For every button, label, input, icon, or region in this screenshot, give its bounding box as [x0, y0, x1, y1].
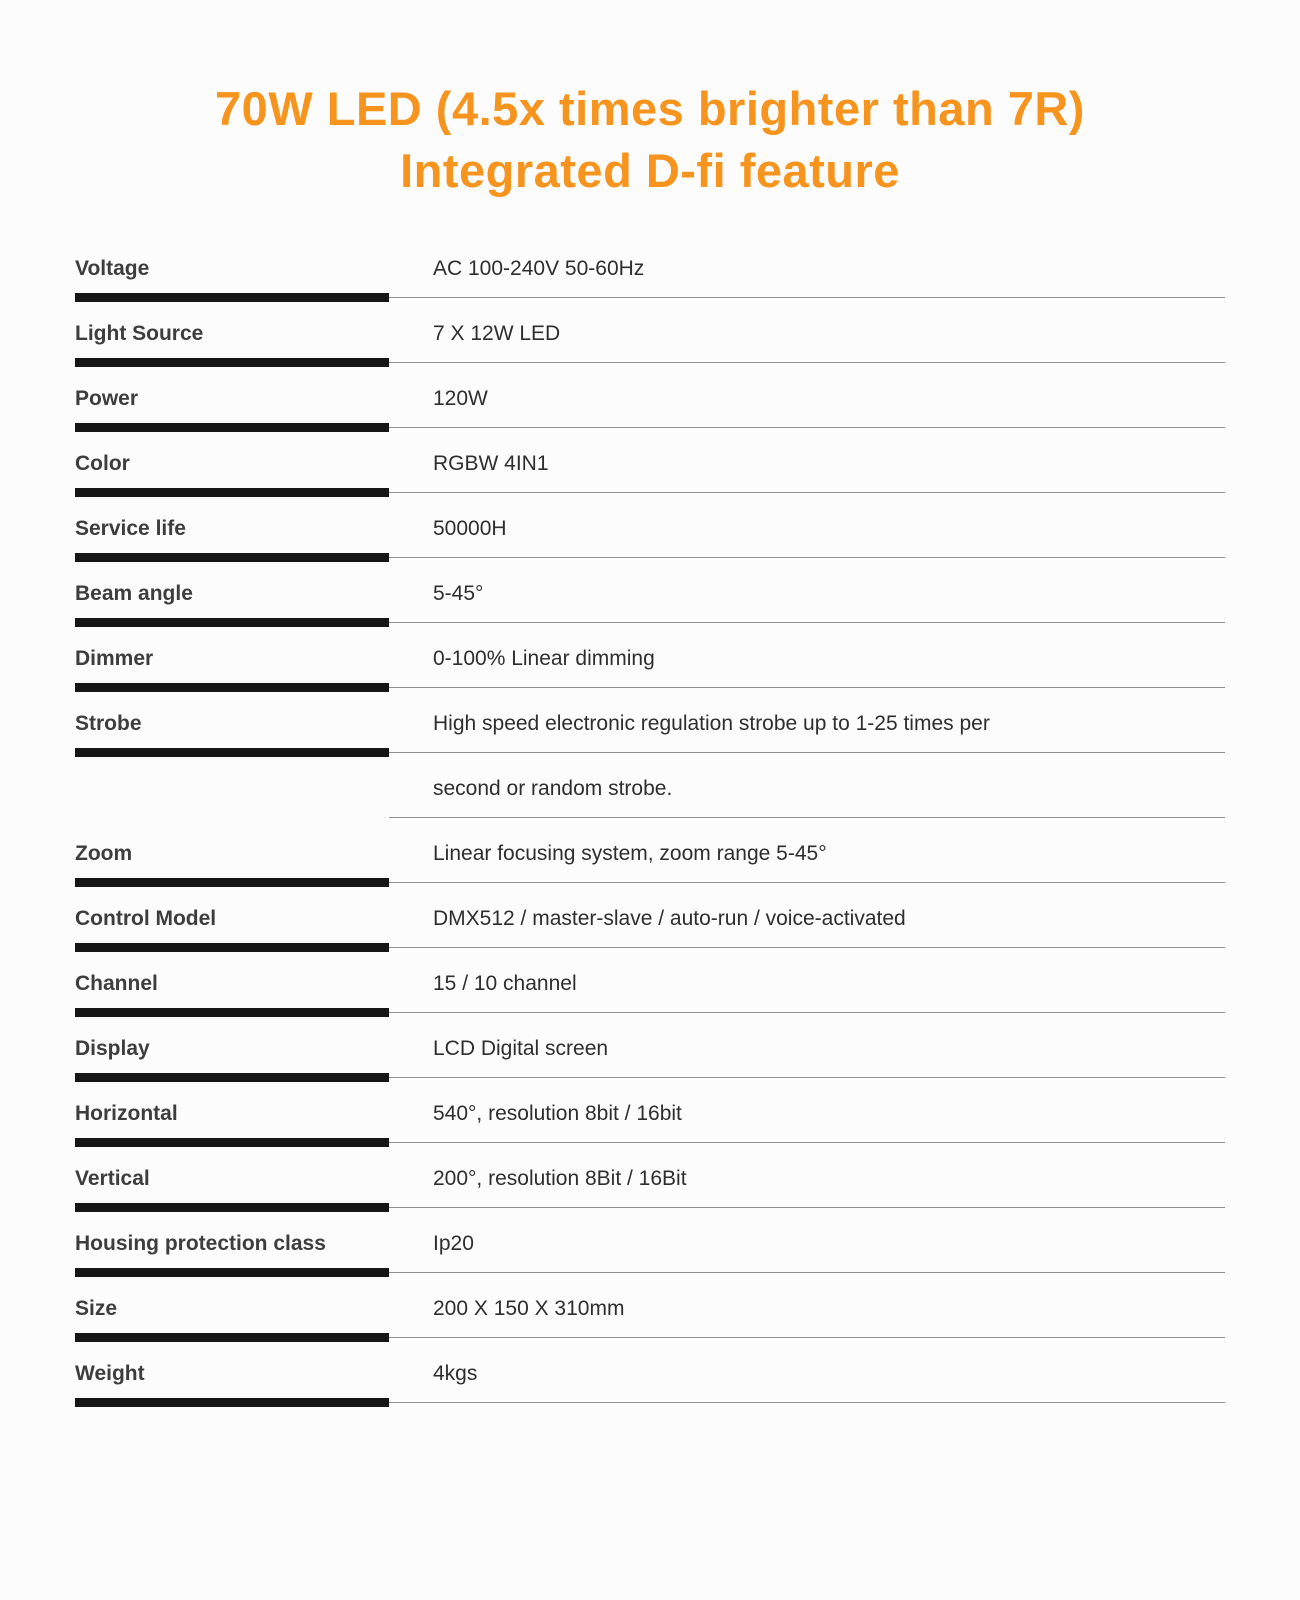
row-rule	[389, 1203, 1225, 1212]
row-rule	[389, 1268, 1225, 1277]
label-underline-bar	[75, 878, 389, 887]
row-divider	[75, 1138, 1225, 1147]
spec-row	[75, 1230, 1225, 1277]
spec-value: 7 X 12W LED	[433, 322, 561, 345]
row-rule	[389, 1333, 1225, 1342]
row-rule	[389, 553, 1225, 562]
label-underline-bar	[75, 683, 389, 692]
spec-value: RGBW 4IN1	[433, 452, 549, 475]
row-rule-line	[389, 297, 1225, 298]
spec-label: Horizontal	[75, 1102, 178, 1125]
row-rule-line	[389, 1142, 1225, 1143]
label-underline-bar	[75, 1268, 389, 1277]
spec-value: AC 100-240V 50-60Hz	[433, 257, 645, 280]
label-underline-bar	[75, 748, 389, 757]
row-rule	[389, 618, 1225, 627]
spec-row	[75, 840, 1225, 887]
row-divider	[75, 423, 1225, 432]
row-rule-line	[389, 882, 1225, 883]
label-underline-bar	[75, 488, 389, 497]
spec-value: Linear focusing system, zoom range 5-45°	[433, 842, 827, 865]
label-underline-bar	[75, 553, 389, 562]
label-underline-bar	[75, 358, 389, 367]
label-underline-bar	[75, 1333, 389, 1342]
row-divider	[75, 553, 1225, 562]
spec-row	[75, 905, 1225, 952]
row-rule	[389, 358, 1225, 367]
spec-label: Voltage	[75, 257, 150, 280]
label-underline-bar	[75, 293, 389, 302]
page-title	[75, 78, 1225, 202]
row-rule	[389, 293, 1225, 302]
row-rule	[389, 878, 1225, 887]
spec-row	[75, 1100, 1225, 1147]
label-underline-bar	[75, 943, 389, 952]
spec-row	[75, 1360, 1225, 1407]
spec-row	[75, 645, 1225, 692]
spec-row	[75, 710, 1225, 757]
row-divider	[75, 618, 1225, 627]
spec-value: second or random strobe.	[433, 777, 673, 800]
spec-value: 540°, resolution 8bit / 16bit	[433, 1102, 682, 1125]
spec-label: Beam angle	[75, 582, 193, 605]
row-rule-line	[389, 1402, 1225, 1403]
row-rule	[389, 683, 1225, 692]
row-rule	[389, 1398, 1225, 1407]
row-rule-line	[389, 817, 1225, 818]
row-divider	[75, 1073, 1225, 1082]
row-rule-line	[389, 492, 1225, 493]
row-divider	[75, 1398, 1225, 1407]
spec-value: 50000H	[433, 517, 507, 540]
spec-value: 5-45°	[433, 582, 484, 605]
label-underline-bar	[75, 1073, 389, 1082]
spec-row	[75, 1035, 1225, 1082]
row-divider	[75, 488, 1225, 497]
row-rule-line	[389, 557, 1225, 558]
spec-value: 200°, resolution 8Bit / 16Bit	[433, 1167, 687, 1190]
spec-value: High speed electronic regulation strobe up to 1-25 times per	[433, 712, 990, 735]
row-rule	[389, 748, 1225, 757]
row-rule	[389, 1073, 1225, 1082]
spec-value: DMX512 / master-slave / auto-run / voice-activated	[433, 907, 906, 930]
spec-row	[75, 1165, 1225, 1212]
label-underline-bar	[75, 1203, 389, 1212]
row-divider	[75, 1333, 1225, 1342]
spec-value: LCD Digital screen	[433, 1037, 609, 1060]
spec-value: Ip20	[433, 1232, 474, 1255]
row-rule	[389, 1138, 1225, 1147]
row-divider	[75, 878, 1225, 887]
spec-label: Housing protection class	[75, 1232, 326, 1255]
spec-row	[75, 1295, 1225, 1342]
spec-label: Zoom	[75, 842, 133, 865]
row-divider	[75, 683, 1225, 692]
spec-row	[75, 450, 1225, 497]
label-underline-bar	[75, 1398, 389, 1407]
spec-value: 4kgs	[433, 1362, 478, 1385]
spec-label: Service life	[75, 517, 186, 540]
row-divider	[75, 293, 1225, 302]
spec-value: 15 / 10 channel	[433, 972, 577, 995]
row-divider	[75, 813, 1225, 822]
row-divider	[75, 748, 1225, 757]
spec-value: 0-100% Linear dimming	[433, 647, 655, 670]
row-divider	[75, 1008, 1225, 1017]
row-divider	[75, 1203, 1225, 1212]
row-rule-line	[389, 1272, 1225, 1273]
label-underline-bar	[75, 1138, 389, 1147]
spec-label: Color	[75, 452, 130, 475]
spec-value: 200 X 150 X 310mm	[433, 1297, 625, 1320]
row-rule-line	[389, 362, 1225, 363]
row-divider	[75, 1268, 1225, 1277]
spec-row	[75, 515, 1225, 562]
spec-row	[75, 970, 1225, 1017]
spec-label: Light Source	[75, 322, 204, 345]
row-rule-line	[389, 1077, 1225, 1078]
spec-label: Channel	[75, 972, 158, 995]
row-rule	[389, 943, 1225, 952]
row-rule	[389, 488, 1225, 497]
label-underline-bar	[75, 813, 389, 822]
spec-label: Size	[75, 1297, 118, 1320]
row-divider	[75, 358, 1225, 367]
spec-label: Display	[75, 1037, 150, 1060]
spec-label: Power	[75, 387, 139, 410]
row-rule-line	[389, 947, 1225, 948]
spec-row	[75, 385, 1225, 432]
spec-label: Dimmer	[75, 647, 154, 670]
row-rule-line	[389, 1337, 1225, 1338]
spec-label: Strobe	[75, 712, 142, 735]
spec-row	[75, 320, 1225, 367]
row-divider	[75, 943, 1225, 952]
row-rule-line	[389, 1207, 1225, 1208]
page-title-line2: Integrated D-fi feature	[400, 144, 900, 197]
label-underline-bar	[75, 618, 389, 627]
spec-table	[75, 255, 1225, 1407]
row-rule-line	[389, 622, 1225, 623]
spec-label: Control Model	[75, 907, 217, 930]
spec-row	[75, 775, 1225, 822]
spec-row	[75, 255, 1225, 302]
row-rule-line	[389, 427, 1225, 428]
row-rule-line	[389, 687, 1225, 688]
spec-label: Weight	[75, 1362, 145, 1385]
row-rule-line	[389, 752, 1225, 753]
row-rule	[389, 1008, 1225, 1017]
label-underline-bar	[75, 1008, 389, 1017]
spec-label: Vertical	[75, 1167, 150, 1190]
spec-row	[75, 580, 1225, 627]
label-underline-bar	[75, 423, 389, 432]
row-rule	[389, 423, 1225, 432]
page-title-line1: 70W LED (4.5x times brighter than 7R)	[215, 82, 1085, 135]
row-rule-line	[389, 1012, 1225, 1013]
row-rule	[389, 813, 1225, 822]
spec-value: 120W	[433, 387, 488, 410]
